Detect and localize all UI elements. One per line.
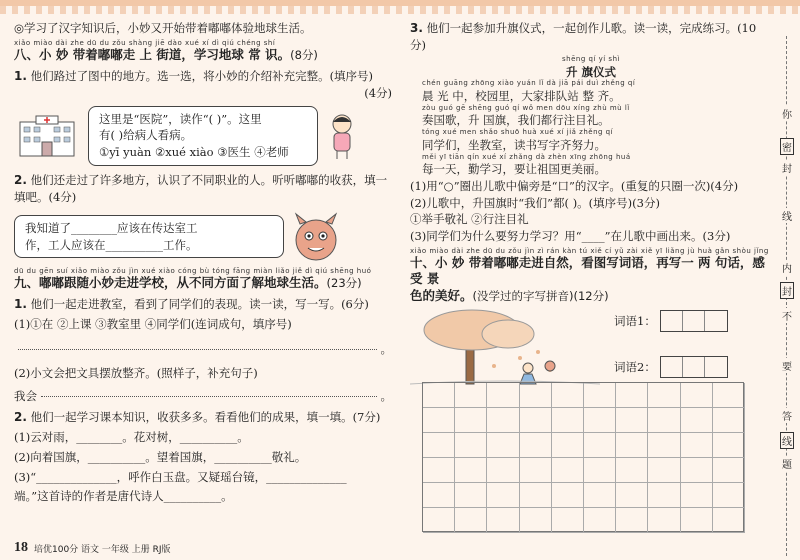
grid-cell[interactable] bbox=[713, 383, 745, 408]
answer-line[interactable] bbox=[41, 396, 377, 397]
grid-cell[interactable] bbox=[423, 383, 455, 408]
grid-cell[interactable] bbox=[681, 458, 713, 483]
grid-cell[interactable] bbox=[681, 508, 713, 533]
grid-cell[interactable] bbox=[455, 383, 487, 408]
question-8-1: 1. 他们路过了图中的地方。选一选，将小妙的介绍补充完整。(填序号) (4分) 这里是“医院”，读作“( )”。这里 有( )给病人看病。 ①yī yuàn ②xué xiào ③医生 ④老师 bbox=[14, 68, 392, 168]
sidebar-char-10: 线 bbox=[780, 432, 794, 449]
grid-cell[interactable] bbox=[423, 483, 455, 508]
grid-cell[interactable] bbox=[616, 458, 648, 483]
section-8 bbox=[14, 40, 392, 264]
monster-character-icon bbox=[290, 210, 342, 264]
answer-line[interactable] bbox=[18, 349, 377, 350]
word-2-label: 词语2： bbox=[614, 359, 656, 374]
grid-cell[interactable] bbox=[713, 508, 745, 533]
intro-text: ◎学习了汉字知识后，小妙又开始带着嘟嘟体验地球生活。 bbox=[14, 21, 312, 35]
hospital-building-icon bbox=[14, 114, 80, 158]
question-8-1-text: 他们路过了图中的地方。选一选，将小妙的介绍补充完整。(填序号) bbox=[30, 68, 374, 83]
question-9-1-prefix: 我会 bbox=[14, 389, 37, 404]
sidebar-char-3: 封 bbox=[780, 160, 794, 175]
word-2-box[interactable] bbox=[660, 356, 728, 378]
grid-cell[interactable] bbox=[455, 408, 487, 433]
question-8-1-bubble bbox=[88, 106, 318, 166]
grid-cell[interactable] bbox=[681, 383, 713, 408]
grid-cell[interactable] bbox=[552, 458, 584, 483]
sidebar-char-4: 线 bbox=[780, 208, 794, 223]
grid-cell[interactable] bbox=[520, 458, 552, 483]
question-8-1-line1: 这里是“医院”，读作“( )”。这里 bbox=[99, 111, 262, 126]
grid-cell[interactable] bbox=[616, 508, 648, 533]
question-9-1: 1. 他们一起走进教室，看到了同学们的表现。读一读，写一写。(6分) (1)①在 ②上课 ③教室里 ④同学们(连词成句，填序号) 。 (2)小文会把文具摆放整齐。(照样子，补充句子) 我会 。 bbox=[14, 296, 392, 404]
decorative-border bbox=[0, 6, 800, 14]
left-column bbox=[14, 20, 392, 505]
section-8-title: 八、小 妙 带着嘟嘟走 上 街道，学习地球 常 识。 bbox=[14, 47, 291, 63]
autumn-tree-illustration bbox=[410, 308, 600, 388]
grid-cell[interactable] bbox=[487, 408, 519, 433]
question-3: 3. 他们一起参加升旗仪式，一起创作儿歌。读一读，完成练习。(10分) shēng qí yí shì 升 旗仪式 chén guāng zhōng xiào yuán lǐ dà jiā pái duì zhěng qí 晨 光 中，校园里，大家排队站 整 齐。 zòu guó gē shēng guó qí wǒ men dōu xíng zhù mù lǐ 奏国歌，升 国旗，我们都行注目礼。 tóng xué men shǎo shuō huà xué xí jiǎ zhěng qí 同学们，坐教室，读书写字齐努力。 měi yī tiān qín xué xí zhǎng dà zhèn xīng zhōng huá 每一天，勤学习，要让祖国更美丽。 (1)用“○”圈出儿歌中偏旁是“口”的汉字。(重复的只圈一次)(4分) (2)儿歌中，升国旗时“我们”都( )。(填序号)(3分) ①举手敬礼 ②行注目礼 (3)同学们为什么要努力学习？用“____”在儿歌中画出来。(3分) bbox=[410, 20, 772, 245]
grid-cell[interactable] bbox=[552, 508, 584, 533]
grid-cell[interactable] bbox=[713, 458, 745, 483]
grid-cell[interactable] bbox=[520, 383, 552, 408]
grid-cell[interactable] bbox=[713, 408, 745, 433]
poem-line-3: 同学们，坐教室，读书写字齐努力。 bbox=[422, 137, 606, 152]
grid-cell[interactable] bbox=[616, 408, 648, 433]
sidebar-char-8: 要 bbox=[780, 358, 794, 373]
sidebar-char-6: 封 bbox=[780, 282, 794, 299]
grid-cell[interactable] bbox=[584, 408, 616, 433]
sidebar-char-7: 不 bbox=[780, 308, 794, 323]
sidebar-char-11: 题 bbox=[780, 456, 794, 471]
grid-cell[interactable] bbox=[713, 433, 745, 458]
question-9-1-text: 他们一起走进教室，看到了同学们的表现。读一读，写一写。(6分) bbox=[30, 296, 369, 311]
poem-line-1: 晨 光 中，校园里，大家排队站 整 齐。 bbox=[422, 89, 621, 104]
section-9-title: 九、嘟嘟跟随小妙走进学校，从不同方面了解地球生活。 bbox=[14, 275, 327, 291]
poem-line-2: 奏国歌，升 国旗，我们都行注目礼。 bbox=[422, 113, 610, 128]
grid-cell[interactable] bbox=[648, 433, 680, 458]
poem-title-pinyin: shēng qí yí shì bbox=[562, 55, 620, 64]
footer bbox=[14, 540, 171, 556]
section-8-points: (8分) bbox=[290, 48, 318, 63]
question-8-1-line2: 有( )给病人看病。 bbox=[99, 128, 193, 143]
section-8-pinyin: xiǎo miào dài zhe dū du zǒu shàng jiē dào xué xí dì qiú chéng shí bbox=[14, 38, 276, 47]
sidebar-char-2: 密 bbox=[780, 138, 794, 155]
word-1-box[interactable] bbox=[660, 310, 728, 332]
grid-cell[interactable] bbox=[584, 433, 616, 458]
question-8-1-options: ①yī yuàn ②xué xiào ③医生 ④老师 bbox=[99, 145, 289, 160]
grid-cell[interactable] bbox=[616, 383, 648, 408]
grid-cell[interactable] bbox=[520, 433, 552, 458]
grid-cell[interactable] bbox=[423, 458, 455, 483]
right-column bbox=[410, 20, 772, 388]
sidebar-char-1: 你 bbox=[780, 106, 794, 121]
grid-cell[interactable] bbox=[648, 408, 680, 433]
grid-cell[interactable] bbox=[423, 508, 455, 533]
poem: chén guāng zhōng xiào yuán lǐ dà jiā pái duì zhěng qí 晨 光 中，校园里，大家排队站 整 齐。 zòu guó gē shēng guó qí wǒ men dōu xíng zhù mù lǐ 奏国歌，升 国旗，我们都行注目礼。 tóng xué men shǎo shuō huà xué xí jiǎ zhěng qí 同学们，坐教室，读书写字齐努力。 měi yī tiān qín xué xí zhǎng dà zhèn xīng zhōng huá 每一天，勤学习，要让祖国更美丽。 bbox=[422, 80, 772, 177]
word-answer-area bbox=[614, 310, 728, 378]
grid-cell[interactable] bbox=[713, 483, 745, 508]
section-9-pinyin: dū du gēn suí xiǎo miào zǒu jìn xué xiào cóng bù tóng fāng miàn liǎo jiě dì qiú shēng huó bbox=[14, 266, 372, 275]
grid-cell[interactable] bbox=[487, 433, 519, 458]
question-3-text: 他们一起参加升旗仪式，一起创作儿歌。读一读，完成练习。(10分) bbox=[410, 21, 757, 53]
writing-grid[interactable] bbox=[422, 382, 744, 532]
question-9-2-sub2: (2)向着国旗，__________。望着国旗，__________敬礼。 bbox=[14, 449, 307, 464]
grid-cell[interactable] bbox=[455, 433, 487, 458]
question-9-2-sub3b: 端。”这首诗的作者是唐代诗人__________。 bbox=[14, 489, 233, 504]
grid-cell[interactable] bbox=[584, 508, 616, 533]
footer-info: 培优100分 语文 一年级 上册 RJ版 bbox=[34, 544, 171, 555]
grid-cell[interactable] bbox=[552, 383, 584, 408]
grid-cell[interactable] bbox=[487, 483, 519, 508]
sidebar-margin bbox=[778, 36, 796, 556]
grid-cell[interactable] bbox=[455, 508, 487, 533]
poem-line-4: 每一天，勤学习，要让祖国更美丽。 bbox=[422, 162, 606, 177]
question-9-2: 2. 他们一起学习课本知识，收获多多。看看他们的成果，填一填。(7分) (1)云对雨，________。花对树，__________。 (2)向着国旗，__________。望着国旗，__________敬礼。 (3)“______________，呼作白玉盘。又疑瑶台镜，______________ 端。”这首诗的作者是唐代诗人__________。 bbox=[14, 409, 392, 505]
grid-cell[interactable] bbox=[520, 508, 552, 533]
grid-cell[interactable] bbox=[423, 433, 455, 458]
grid-cell[interactable] bbox=[487, 508, 519, 533]
grid-cell[interactable] bbox=[648, 458, 680, 483]
grid-cell[interactable] bbox=[681, 433, 713, 458]
girl-character-icon bbox=[326, 112, 358, 160]
grid-cell[interactable] bbox=[681, 483, 713, 508]
section-10-title: 十、小 妙 带着嘟嘟走进自然，看图写词语，再写一 两 句话，感 受 景 bbox=[410, 255, 765, 287]
grid-cell[interactable] bbox=[455, 458, 487, 483]
question-8-2-bubble bbox=[14, 215, 284, 258]
section-10 bbox=[410, 248, 772, 304]
question-9-1-sub2: (2)小文会把文具摆放整齐。(照样子，补充句子) bbox=[14, 366, 258, 381]
grid-cell[interactable] bbox=[584, 483, 616, 508]
grid-cell[interactable] bbox=[487, 383, 519, 408]
question-9-1-sub1: (1)①在 ②上课 ③教室里 ④同学们(连词成句，填序号) bbox=[14, 317, 292, 332]
grid-cell[interactable] bbox=[584, 458, 616, 483]
question-9-2-sub3: (3)“______________，呼作白玉盘。又疑瑶台镜，______________ bbox=[14, 469, 347, 484]
grid-cell[interactable] bbox=[552, 408, 584, 433]
grid-cell[interactable] bbox=[584, 383, 616, 408]
question-3-sub2-options: ①举手敬礼 ②行注目礼 bbox=[410, 212, 529, 227]
grid-cell[interactable] bbox=[552, 433, 584, 458]
section-9-points: (23分) bbox=[326, 276, 362, 291]
section-10-points: (没学过的字写拼音)(12分) bbox=[472, 288, 609, 303]
poem-title: 升 旗仪式 bbox=[565, 64, 616, 79]
question-3-sub1: (1)用“○”圈出儿歌中偏旁是“口”的汉字。(重复的只圈一次)(4分) bbox=[410, 178, 739, 193]
word-1-label: 词语1： bbox=[614, 313, 656, 328]
section-9 bbox=[14, 268, 392, 505]
grid-cell[interactable] bbox=[648, 508, 680, 533]
grid-cell[interactable] bbox=[520, 483, 552, 508]
question-9-2-sub1: (1)云对雨，________。花对树，__________。 bbox=[14, 430, 249, 445]
question-3-sub2: (2)儿歌中，升国旗时“我们”都( )。(填序号)(3分) bbox=[410, 195, 660, 210]
grid-cell[interactable] bbox=[455, 483, 487, 508]
section-10-title-2: 色的美好。 bbox=[410, 287, 473, 303]
sidebar-char-9: 答 bbox=[780, 408, 794, 423]
grid-cell[interactable] bbox=[520, 408, 552, 433]
grid-cell[interactable] bbox=[616, 433, 648, 458]
grid-cell[interactable] bbox=[648, 483, 680, 508]
sidebar-char-5: 内 bbox=[780, 260, 794, 275]
grid-cell[interactable] bbox=[552, 483, 584, 508]
question-8-2: 2. 他们还走过了许多地方，认识了不同职业的人。听听嘟嘟的收获，填一填吧。(4分) 我知道了________应该在传达室工 作，工人应该在__________工作。 bbox=[14, 172, 392, 264]
grid-cell[interactable] bbox=[648, 383, 680, 408]
question-8-2-line2: 作，工人应该在__________工作。 bbox=[25, 237, 198, 252]
grid-cell[interactable] bbox=[616, 483, 648, 508]
question-8-2-text: 他们还走过了许多地方，认识了不同职业的人。听听嘟嘟的收获，填一填吧。(4分) bbox=[14, 172, 388, 205]
question-9-2-text: 他们一起学习课本知识，收获多多。看看他们的成果，填一填。(7分) bbox=[30, 409, 381, 424]
question-3-sub3: (3)同学们为什么要努力学习？用“____”在儿歌中画出来。(3分) bbox=[410, 228, 731, 243]
grid-cell[interactable] bbox=[487, 458, 519, 483]
question-8-1-score: (4分) bbox=[364, 86, 392, 100]
section-10-pinyin: xiǎo miào dài zhe dū du zǒu jìn zì rán kàn tú xiě cí yǔ zài xiě yī liǎng jù huà gǎn shòu jǐng bbox=[410, 246, 769, 255]
grid-cell[interactable] bbox=[423, 408, 455, 433]
question-8-2-line1: 我知道了________应该在传达室工 bbox=[25, 221, 198, 236]
page-number: 18 bbox=[14, 540, 28, 555]
grid-cell[interactable] bbox=[681, 408, 713, 433]
